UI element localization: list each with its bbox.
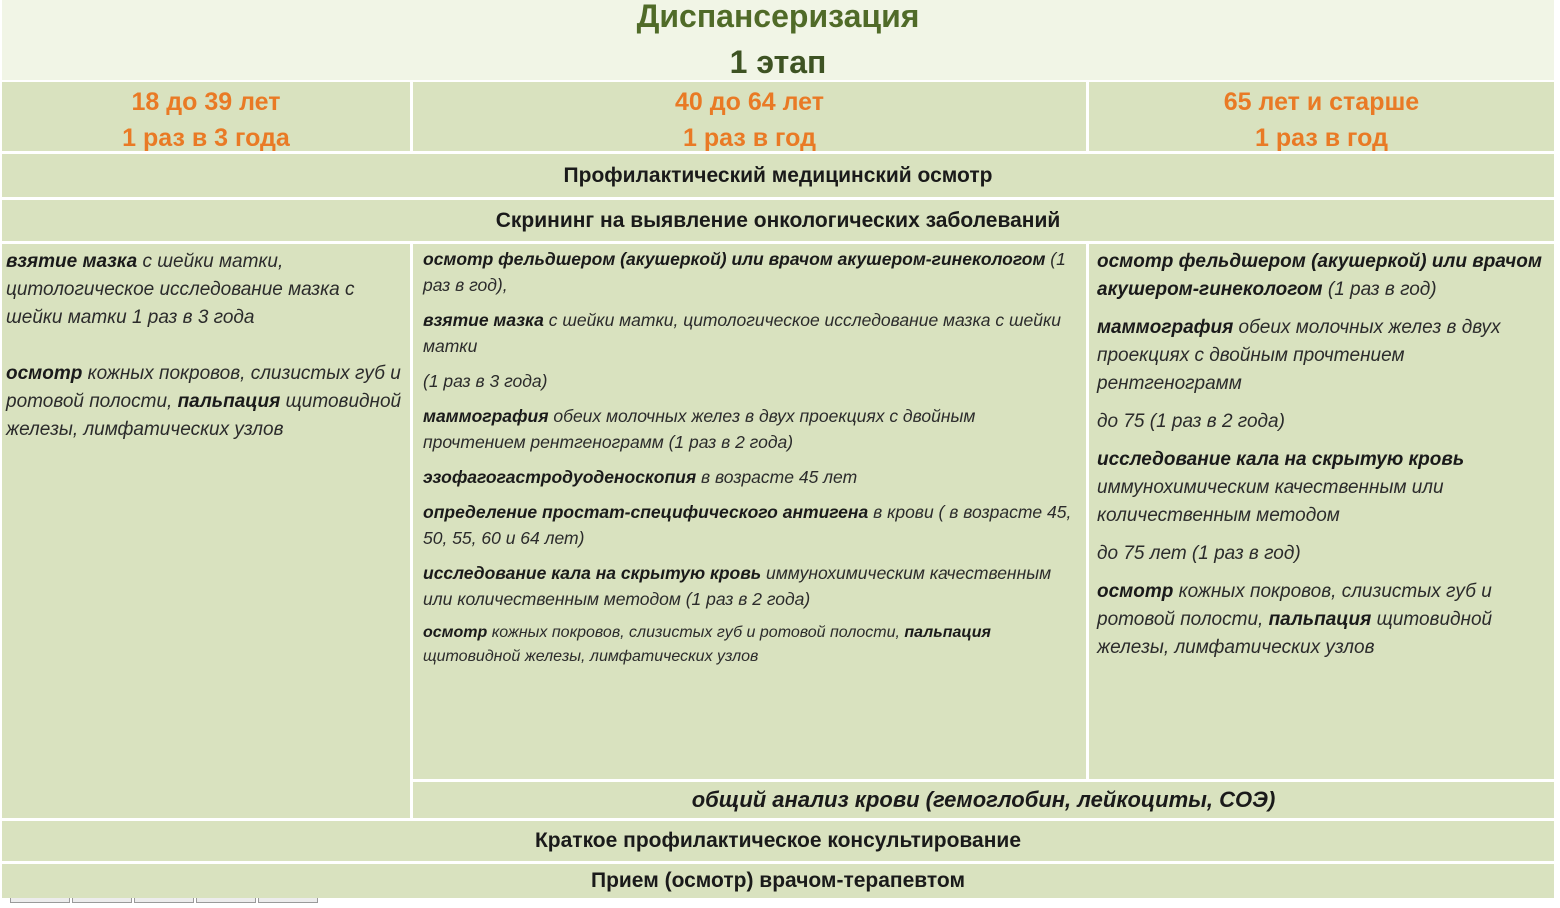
list-item: взятие мазка с шейки матки, цитологическое исследование мазка с шейки матки xyxy=(423,310,1061,356)
list-item: маммография обеих молочных желез в двух проекциях с двойным прочтением рентгенограмм (1 раз в 2 года) xyxy=(423,406,976,452)
age-range: 65 лет и старше xyxy=(1223,88,1420,116)
list-item: определение простат-специфического антигена в крови ( в возрасте 45, 50, 55, 60 и 64 лет) xyxy=(423,502,1072,548)
age-frequency: 1 раз в год xyxy=(1255,124,1388,152)
list-item: исследование кала на скрытую кровь иммунохимическим качественным или количественным методом xyxy=(1097,449,1465,526)
list-item: осмотр кожных покровов, слизистых губ и ротовой полости, пальпация щитовидной железы, лимфатических узлов xyxy=(423,624,991,665)
list-item: осмотр кожных покровов, слизистых губ и ротовой полости, пальпация щитовидной железы, лимфатических узлов xyxy=(6,363,402,440)
row-blood-test xyxy=(413,782,1554,818)
row-label: Скрининг на выявление онкологических заболеваний xyxy=(495,208,1061,232)
title-area xyxy=(2,0,1554,80)
row-label: Профилактический медицинский осмотр xyxy=(563,163,993,187)
age-group-40-64 xyxy=(413,82,1086,151)
age-range: 18 до 39 лет xyxy=(131,88,281,116)
page-subtitle: 1 этап xyxy=(729,44,827,80)
age-group-18-39 xyxy=(2,82,410,151)
column-65-plus-details xyxy=(1089,244,1554,779)
column-40-64-details xyxy=(413,244,1086,779)
list-item: осмотр кожных покровов, слизистых губ и ротовой полости, пальпация щитовидной железы, лимфатических узлов xyxy=(1097,581,1493,658)
age-group-65-plus xyxy=(1089,82,1554,151)
list-item: осмотр фельдшером (акушеркой) или врачом акушером-гинекологом (1 раз в год), xyxy=(423,249,1066,295)
column-18-39-details xyxy=(2,244,410,818)
list-item: маммография обеих молочных желез в двух проекциях с двойным прочтением рентгенограмм xyxy=(1097,317,1501,394)
page-title: Диспансеризация xyxy=(636,0,920,34)
list-item: до 75 лет (1 раз в год) xyxy=(1097,543,1301,564)
sheet-tab[interactable] xyxy=(72,898,132,903)
row-label: общий анализ крови (гемоглобин, лейкоциты, СОЭ) xyxy=(691,787,1276,812)
row-preventive-exam xyxy=(2,154,1554,197)
row-label: Краткое профилактическое консультирование xyxy=(534,829,1022,852)
list-item: эзофагогастродуоденоскопия в возрасте 45 лет xyxy=(423,467,858,487)
age-range: 40 до 64 лет xyxy=(675,88,824,116)
age-frequency: 1 раз в год xyxy=(683,124,816,152)
list-item: до 75 (1 раз в 2 года) xyxy=(1097,411,1285,432)
row-brief-consultation xyxy=(2,821,1554,861)
row-oncology-screening xyxy=(2,200,1554,241)
age-frequency: 1 раз в 3 года xyxy=(122,124,290,152)
sheet-tab[interactable] xyxy=(258,898,318,903)
list-item: (1 раз в 3 года) xyxy=(423,371,548,391)
row-therapist-visit xyxy=(2,864,1554,898)
list-item: осмотр фельдшером (акушеркой) или врачом акушером-гинекологом (1 раз в год) xyxy=(1097,251,1542,300)
sheet-tab[interactable] xyxy=(196,898,256,903)
sheet-tab[interactable] xyxy=(134,898,194,903)
row-label: Прием (осмотр) врачом-терапевтом xyxy=(590,869,966,892)
list-item: взятие мазка с шейки матки, цитологическое исследование мазка с шейки матки 1 раз в 3 года xyxy=(6,251,355,328)
list-item: исследование кала на скрытую кровь иммунохимическим качественным или количественным методом (1 раз в 2 года) xyxy=(423,563,1052,609)
sheet-tab[interactable] xyxy=(10,898,70,903)
